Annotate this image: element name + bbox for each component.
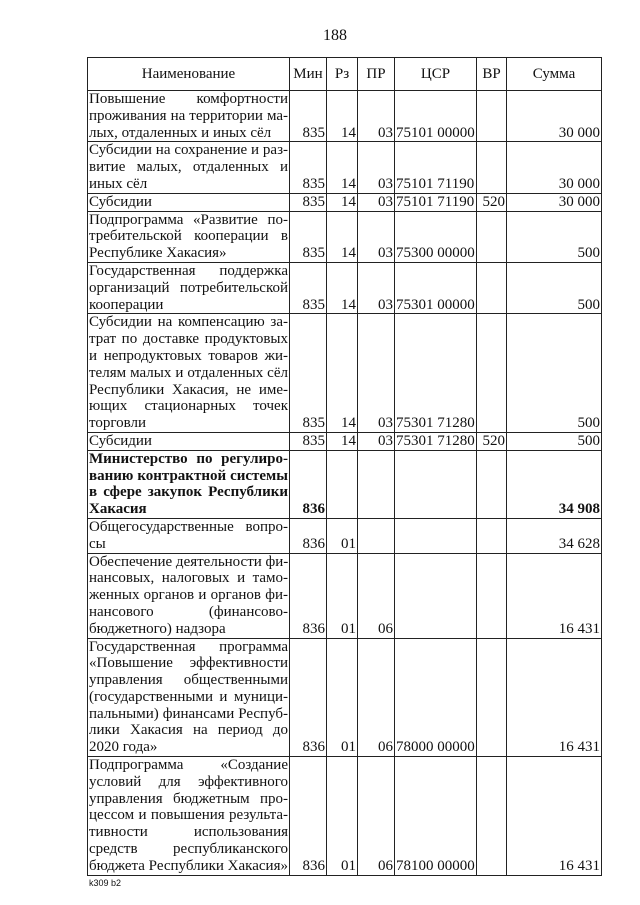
cell-min: 835 bbox=[290, 91, 327, 142]
cell-name bbox=[88, 142, 290, 193]
name-line: Субсидии bbox=[89, 432, 152, 449]
cell-sum: 16 431 bbox=[507, 638, 602, 757]
cell-name bbox=[88, 518, 290, 553]
cell-rz: 14 bbox=[327, 432, 358, 450]
cell-rz bbox=[327, 450, 358, 518]
cell-rz: 14 bbox=[327, 142, 358, 193]
cell-csr: 75301 71280 bbox=[395, 314, 477, 433]
table-row bbox=[88, 638, 602, 757]
name-line: Субсидии на сохранение и раз- bbox=[89, 142, 288, 159]
name-line: организаций потребительской bbox=[89, 279, 288, 296]
cell-rz: 01 bbox=[327, 757, 358, 876]
name-line: проживания на территории ма- bbox=[89, 107, 288, 124]
cell-rz: 14 bbox=[327, 314, 358, 433]
header-min: Мин bbox=[290, 58, 327, 91]
header-name: Наименование bbox=[88, 58, 290, 91]
name-line: трат по доставке продуктовых bbox=[89, 331, 288, 348]
cell-min: 835 bbox=[290, 432, 327, 450]
name-line: пальными) финансами Респуб- bbox=[89, 705, 288, 722]
cell-vr: 520 bbox=[477, 193, 507, 211]
cell-name bbox=[88, 211, 290, 262]
name-line: торговли bbox=[89, 415, 147, 432]
table-row bbox=[88, 757, 602, 876]
cell-sum: 500 bbox=[507, 314, 602, 433]
cell-csr: 75101 00000 bbox=[395, 91, 477, 142]
cell-csr: 75301 71280 bbox=[396, 432, 475, 449]
name-line: ванию контрактной системы bbox=[89, 467, 288, 484]
cell-rz: 14 bbox=[327, 211, 358, 262]
cell-vr bbox=[477, 450, 507, 518]
cell-pr: 06 bbox=[358, 757, 395, 876]
cell-vr bbox=[477, 262, 507, 313]
cell-sum: 30 000 bbox=[507, 91, 602, 142]
table-row bbox=[88, 432, 602, 450]
name-line: Субсидии bbox=[89, 193, 152, 210]
cell-name bbox=[88, 91, 290, 142]
table-row bbox=[88, 553, 602, 638]
name-line: нансовых, налоговых и тамо- bbox=[89, 570, 288, 587]
name-line: Субсидии на компенсацию за- bbox=[89, 314, 288, 331]
cell-pr: 03 bbox=[358, 211, 395, 262]
cell-sum: 34 628 bbox=[507, 518, 602, 553]
name-line: «Повышение эффективности bbox=[89, 655, 288, 672]
table-row bbox=[88, 211, 602, 262]
name-line: лики Хакасия на период до bbox=[89, 722, 288, 739]
header-pr: ПР bbox=[358, 58, 395, 91]
cell-name bbox=[88, 262, 290, 313]
table-header-row bbox=[88, 58, 602, 91]
header-sum: Сумма bbox=[507, 58, 602, 91]
name-line: условий для эффективного bbox=[89, 773, 288, 790]
header-csr: ЦСР bbox=[395, 58, 477, 91]
cell-vr: 520 bbox=[477, 432, 507, 450]
name-line: Республики Хакасия, не име- bbox=[89, 381, 288, 398]
cell-csr bbox=[395, 518, 477, 553]
page-number: 188 bbox=[323, 27, 347, 44]
name-line: Общегосударственные вопро- bbox=[89, 518, 288, 535]
cell-vr bbox=[477, 638, 507, 757]
name-line: Повышение комфортности bbox=[89, 91, 288, 107]
name-line: Государственная программа bbox=[89, 638, 288, 655]
cell-vr bbox=[477, 757, 507, 876]
cell-min: 835 bbox=[290, 262, 327, 313]
cell-csr: 75301 00000 bbox=[395, 262, 477, 313]
cell-vr bbox=[477, 211, 507, 262]
name-line: Обеспечение деятельности фи- bbox=[89, 553, 289, 570]
cell-pr: 06 bbox=[358, 553, 395, 638]
cell-pr: 03 bbox=[358, 262, 395, 313]
name-line: Подпрограмма «Создание bbox=[89, 757, 288, 774]
cell-pr: 03 bbox=[358, 193, 395, 211]
name-line: управления бюджетным про- bbox=[89, 790, 288, 807]
cell-name bbox=[88, 553, 290, 638]
table-row bbox=[88, 314, 602, 433]
cell-vr bbox=[477, 91, 507, 142]
cell-vr bbox=[477, 314, 507, 433]
cell-min: 835 bbox=[290, 193, 327, 211]
cell-pr bbox=[358, 518, 395, 553]
cell-min: 836 bbox=[290, 553, 327, 638]
cell-vr bbox=[477, 142, 507, 193]
cell-sum: 30 000 bbox=[507, 193, 602, 211]
cell-rz: 01 bbox=[327, 553, 358, 638]
name-line: кооперации bbox=[89, 296, 164, 313]
cell-min: 836 bbox=[290, 638, 327, 757]
cell-rz: 14 bbox=[327, 193, 358, 211]
cell-sum: 500 bbox=[507, 432, 602, 450]
name-line: в сфере закупок Республики bbox=[89, 484, 288, 501]
name-line: ющих стационарных точек bbox=[89, 398, 288, 415]
name-line: иных сёл bbox=[89, 175, 148, 192]
name-line: Республике Хакасия» bbox=[89, 245, 227, 262]
cell-sum: 500 bbox=[507, 262, 602, 313]
header-vr: ВР bbox=[477, 58, 507, 91]
cell-pr: 06 bbox=[358, 638, 395, 757]
cell-name bbox=[88, 314, 290, 433]
cell-pr bbox=[358, 450, 395, 518]
table-row bbox=[88, 518, 602, 553]
cell-vr bbox=[477, 518, 507, 553]
cell-pr: 03 bbox=[358, 314, 395, 433]
cell-rz: 14 bbox=[327, 91, 358, 142]
name-line: телям малых и отдаленных сёл bbox=[89, 364, 288, 381]
cell-csr: 75101 71190 bbox=[395, 142, 477, 193]
cell-min: 835 bbox=[290, 142, 327, 193]
cell-min: 836 bbox=[290, 757, 327, 876]
cell-sum: 30 000 bbox=[507, 142, 602, 193]
name-line: цессом и повышения результа- bbox=[89, 807, 288, 824]
cell-pr: 03 bbox=[358, 91, 395, 142]
cell-sum: 500 bbox=[507, 211, 602, 262]
cell-sum: 16 431 bbox=[507, 757, 602, 876]
name-line: и непродуктовых товаров жи- bbox=[89, 347, 288, 364]
name-line: Государственная поддержка bbox=[89, 262, 288, 279]
name-line: управления общественными bbox=[89, 672, 288, 689]
cell-name bbox=[88, 193, 290, 211]
cell-csr bbox=[395, 450, 477, 518]
cell-pr: 03 bbox=[358, 142, 395, 193]
cell-csr: 78000 00000 bbox=[395, 638, 477, 757]
table-row bbox=[88, 450, 602, 518]
cell-name bbox=[88, 638, 290, 757]
cell-rz: 01 bbox=[327, 518, 358, 553]
name-line: средств республиканского bbox=[89, 841, 288, 858]
name-line: витие малых, отдаленных и bbox=[89, 159, 288, 176]
header-rz: Рз bbox=[327, 58, 358, 91]
name-line: Подпрограмма «Развитие по- bbox=[89, 211, 288, 228]
name-line: женных органов и органов фи- bbox=[89, 587, 288, 604]
name-line: Хакасия bbox=[89, 501, 147, 518]
name-line: 2020 года» bbox=[89, 739, 158, 756]
cell-rz: 14 bbox=[327, 262, 358, 313]
budget-table bbox=[87, 57, 602, 876]
cell-min: 836 bbox=[290, 518, 327, 553]
cell-rz: 01 bbox=[327, 638, 358, 757]
name-line: лых, отдаленных и иных сёл bbox=[89, 124, 272, 141]
cell-csr bbox=[395, 553, 477, 638]
name-line: сы bbox=[89, 535, 106, 552]
name-line: нансового (финансово- bbox=[89, 603, 288, 620]
name-line: Министерство по регулиро- bbox=[89, 450, 288, 467]
cell-name bbox=[88, 450, 290, 518]
footer-code: k309 b2 bbox=[89, 878, 122, 888]
table-row bbox=[88, 262, 602, 313]
table-row bbox=[88, 91, 602, 142]
name-line: тивности использования bbox=[89, 824, 288, 841]
name-line: (государственными и муници- bbox=[89, 688, 288, 705]
cell-vr bbox=[477, 553, 507, 638]
cell-pr: 03 bbox=[358, 432, 395, 450]
name-line: требительской кооперации в bbox=[89, 228, 288, 245]
cell-csr: 78100 00000 bbox=[395, 757, 477, 876]
cell-sum: 34 908 bbox=[507, 450, 602, 518]
table-row bbox=[88, 193, 602, 211]
cell-min: 835 bbox=[290, 211, 327, 262]
cell-name bbox=[88, 432, 290, 450]
cell-csr: 75101 71190 bbox=[395, 193, 477, 211]
name-line: бюджета Республики Хакасия» bbox=[89, 857, 288, 874]
cell-min: 836 bbox=[290, 450, 327, 518]
cell-name bbox=[88, 757, 290, 876]
cell-csr: 75300 00000 bbox=[395, 211, 477, 262]
cell-min: 835 bbox=[290, 314, 327, 433]
name-line: бюджетного) надзора bbox=[89, 620, 226, 637]
table-row bbox=[88, 142, 602, 193]
cell-sum: 16 431 bbox=[507, 553, 602, 638]
